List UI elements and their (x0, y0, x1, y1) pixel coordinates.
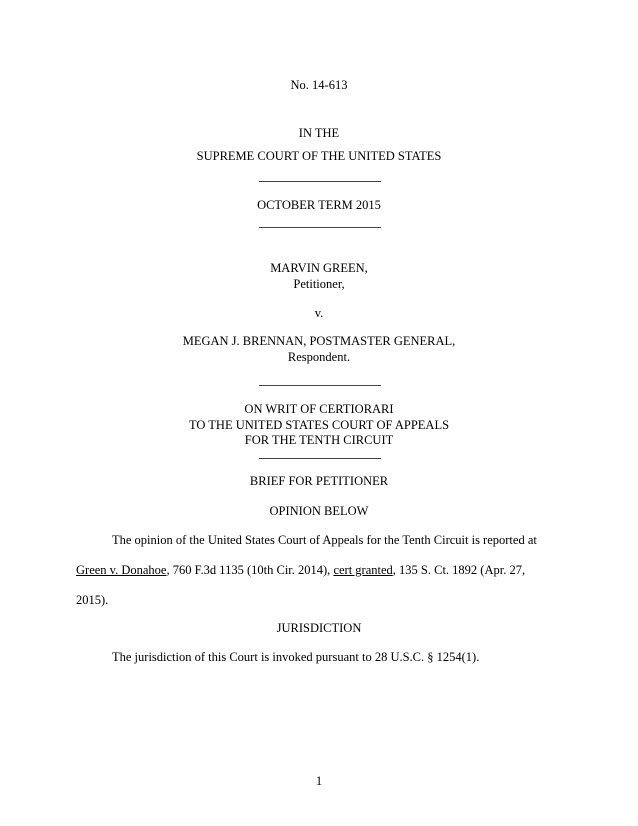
citation-text: , 135 S. Ct. 1892 (Apr. 27, (392, 563, 526, 577)
respondent-name: MEGAN J. BRENNAN, POSTMASTER GENERAL, (182, 334, 456, 348)
citation-text: , 760 F.3d 1135 (10th Cir. 2014), (166, 563, 334, 577)
separator-rule (259, 385, 381, 386)
jurisdiction-heading: JURISDICTION (276, 621, 362, 635)
in-the-line: IN THE (298, 126, 340, 140)
brief-title: BRIEF FOR PETITIONER (249, 474, 389, 488)
case-name: Green v. Donahoe (76, 563, 167, 577)
writ-line-1: ON WRIT OF CERTIORARI (244, 402, 394, 416)
term-line: OCTOBER TERM 2015 (257, 198, 381, 212)
respondent-role: Respondent. (287, 350, 351, 364)
opinion-paragraph-line-2 (76, 563, 525, 578)
opinion-paragraph-line-3: 2015). (76, 593, 109, 607)
writ-line-3: FOR THE TENTH CIRCUIT (244, 433, 394, 447)
petitioner-name: MARVIN GREEN, (270, 261, 368, 275)
jurisdiction-paragraph: The jurisdiction of this Court is invoked pursuant to 28 U.S.C. § 1254(1). (112, 650, 480, 664)
separator-rule (259, 227, 381, 228)
petitioner-role: Petitioner, (293, 277, 345, 291)
page-number: 1 (315, 774, 323, 788)
writ-line-2: TO THE UNITED STATES COURT OF APPEALS (188, 418, 450, 432)
versus-line: v. (314, 306, 324, 320)
separator-rule (259, 458, 381, 459)
docket-number: No. 14-613 (290, 78, 348, 92)
opinion-paragraph-line-1: The opinion of the United States Court of Appeals for the Tenth Circuit is reported at (112, 533, 537, 547)
court-name: SUPREME COURT OF THE UNITED STATES (196, 149, 442, 163)
separator-rule (259, 181, 381, 182)
opinion-below-heading: OPINION BELOW (269, 504, 369, 518)
cert-granted: cert granted (333, 563, 393, 577)
